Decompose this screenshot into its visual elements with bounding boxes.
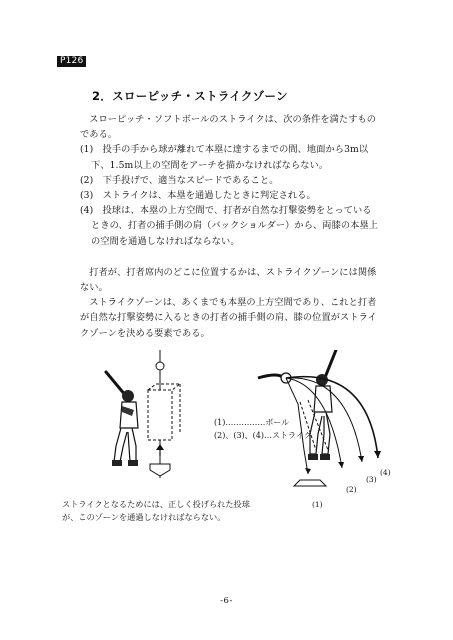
intro-paragraph: スローピッチ・ソフトボールのストライクは、次の条件を満たすものである。 bbox=[80, 114, 377, 141]
condition-4: (4) 投球は、本塁の上方空間で、打者が自然な打撃姿勢をとっているときの、打者の捕手側の肩（バックショルダー）から、両膝の本塁上の空間を通過しなければならない。 bbox=[80, 205, 379, 247]
page-badge: P126 bbox=[57, 56, 86, 67]
paragraph-batter-position: 打者が、打者席内のどこに位置するかは、ストライクゾーンには関係ない。 bbox=[80, 266, 377, 294]
trajectory-label-2: (2) bbox=[346, 485, 357, 494]
page-number: -6- bbox=[220, 596, 233, 606]
trajectory-legend bbox=[214, 416, 312, 442]
batter-strike-zone-illustration bbox=[92, 350, 192, 490]
condition-1: (1) 投手の手から球が離れて本塁に達するまでの間、地面から3m以下、1.5m以上の空間をアーチを描かなければならない。 bbox=[80, 144, 369, 171]
legend-ball: (1)……………ボール bbox=[214, 418, 290, 427]
condition-2: (2) 下手投げで、適当なスピードであること。 bbox=[80, 174, 279, 186]
illustration-caption: ストライクとなるためには、正しく投げられた投球が、このゾーンを通過しなければならない。 bbox=[62, 499, 250, 522]
trajectory-label-1: (1) bbox=[312, 500, 323, 509]
condition-3: (3) ストライクは、本塁を通過したときに判定される。 bbox=[80, 190, 316, 202]
paragraph-spacer bbox=[80, 249, 380, 265]
paragraph-strike-zone: ストライクゾーンは、あくまでも本塁の上方空間であり、これと打者が自然な打撃姿勢に入るときの打者の捕手側の肩、膝の位置がストライクゾーンを決める要素である。 bbox=[80, 297, 377, 339]
trajectory-label-4: (4) bbox=[380, 468, 391, 477]
trajectory-label-3: (3) bbox=[366, 475, 377, 484]
section-heading: 2．スローピッチ・ストライクゾーン bbox=[92, 89, 288, 103]
body-text bbox=[80, 112, 380, 341]
legend-strike: (2)、(3)、(4)…ストライク bbox=[214, 431, 312, 440]
